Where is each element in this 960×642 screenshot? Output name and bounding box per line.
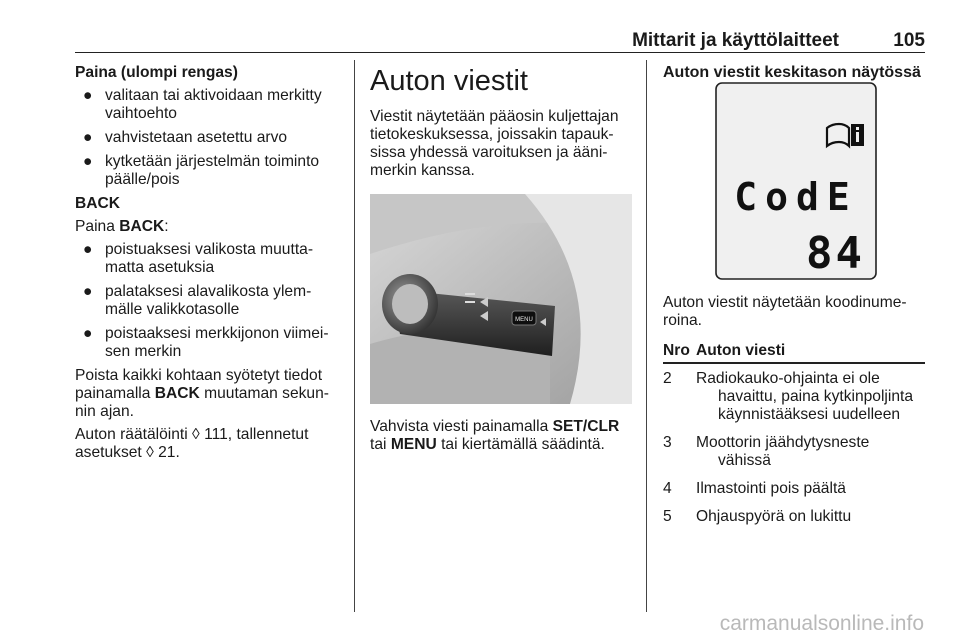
reference-arrow-icon: ◊ bbox=[192, 426, 200, 443]
bullet-icon: ● bbox=[83, 129, 93, 146]
section-title: Auton viestit bbox=[370, 65, 528, 97]
list-item: ● vahvistetaan asetettu arvo bbox=[83, 129, 288, 146]
column-header-message: Auton viesti bbox=[696, 342, 925, 363]
lcd-number-text: 84 bbox=[806, 228, 865, 279]
press-actions-list bbox=[75, 87, 343, 189]
watermark: carmanualsonline.info bbox=[719, 612, 924, 635]
bullet-icon: ● bbox=[83, 241, 93, 258]
page-title: Mittarit ja käyttölaitteet bbox=[632, 30, 839, 51]
table-row: 4 Ilmastointi pois päältä bbox=[663, 480, 846, 497]
page-header bbox=[75, 28, 925, 53]
message-code-table bbox=[663, 342, 925, 530]
lcd-display-illustration bbox=[715, 82, 877, 280]
bullet-icon: ● bbox=[83, 87, 93, 104]
column-left bbox=[75, 64, 343, 462]
paragraph-intro: Viestit näytetään pääosin kuljettajan tietokeskuksessa, joissakin tapauk- sissa yhdessä varoituksen ja ääni- merkin kanssa. bbox=[370, 108, 619, 179]
column-divider-1 bbox=[354, 60, 355, 612]
heading-back: BACK bbox=[75, 195, 121, 212]
list-item: ● valitaan tai aktivoidaan merkitty vaihtoehto bbox=[83, 87, 322, 122]
page-number: 105 bbox=[893, 30, 925, 51]
section-heading: Auton viestit keskitason näytössä bbox=[663, 64, 921, 81]
stalk-control-photo bbox=[370, 194, 632, 404]
back-actions-list bbox=[75, 241, 343, 361]
bullet-icon: ● bbox=[83, 153, 93, 170]
reference-arrow-icon: ◊ bbox=[146, 444, 154, 461]
paragraph-caption: Auton viestit näytetään koodinume- roina. bbox=[663, 294, 907, 329]
paragraph-delete-all: Poista kaikki kohtaan syötetyt tiedot painamalla BACK muutaman sekun- nin ajan. bbox=[75, 367, 329, 420]
paragraph-confirm: Vahvista viesti painamalla SET/CLR tai MENU tai kiertämällä säädintä. bbox=[370, 418, 620, 453]
paragraph-references: Auton räätälöinti ◊ 111, tallennetut asetukset ◊ 21. bbox=[75, 426, 309, 461]
table-row: 3 Moottorin jäähdytysneste vähissä bbox=[663, 434, 870, 469]
bullet-icon: ● bbox=[83, 283, 93, 300]
column-header-nro: Nro bbox=[663, 342, 696, 363]
table-row: 5 Ohjauspyörä on lukittu bbox=[663, 508, 852, 525]
column-divider-2 bbox=[646, 60, 647, 612]
table-row: 2 Radiokauko-ohjainta ei ole havaittu, paina kytkinpoljinta käynnistääksesi uudelleen bbox=[663, 370, 914, 423]
paragraph-paina-back: Paina BACK: bbox=[75, 218, 169, 235]
menu-button-label: MENU bbox=[515, 317, 533, 323]
list-item: ● poistuaksesi valikosta muutta- matta asetuksia bbox=[83, 241, 314, 276]
list-item: ● kytketään järjestelmän toiminto päälle/pois bbox=[83, 153, 320, 188]
column-middle bbox=[370, 64, 632, 454]
list-item: ● poistaaksesi merkkijonon viimei- sen merkin bbox=[83, 325, 329, 360]
bullet-icon: ● bbox=[83, 325, 93, 342]
table-header-row bbox=[663, 342, 925, 363]
list-item: ● palataksesi alavalikosta ylem- mälle valikkotasolle bbox=[83, 283, 312, 318]
column-right bbox=[663, 64, 929, 530]
lcd-code-text: CodE bbox=[734, 175, 858, 219]
heading-paina: Paina (ulompi rengas) bbox=[75, 64, 238, 81]
